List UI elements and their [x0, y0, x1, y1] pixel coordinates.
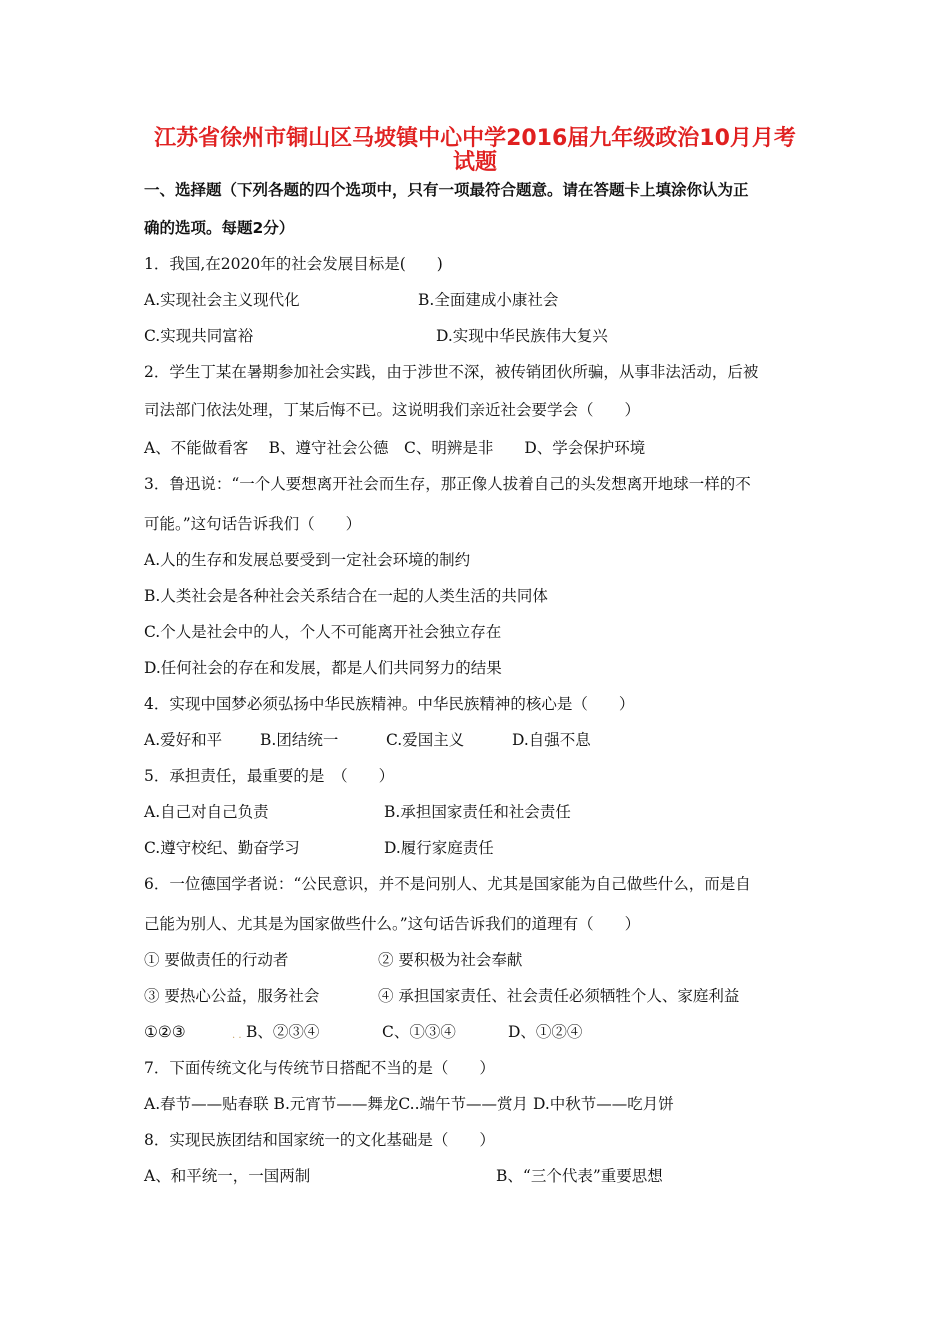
- q1-option-c: C.实现共同富裕: [144, 327, 254, 345]
- q6-statement-2: ② 要积极为社会奉献: [378, 951, 523, 969]
- q6-option-b: B、②③④: [246, 1023, 320, 1041]
- q4-option-a: A.爱好和平: [144, 731, 223, 749]
- q3-option-b: B.人类社会是各种社会关系结合在一起的人类生活的共同体: [144, 587, 548, 605]
- q8-stem: 8．实现民族团结和国家统一的文化基础是（ ）: [144, 1131, 495, 1149]
- q4-stem: 4．实现中国梦必须弘扬中华民族精神。中华民族精神的核心是（ ）: [144, 695, 635, 713]
- q6-stem-line-1: 6．一位德国学者说：“公民意识，并不是问别人、尤其是国家能为自己做些什么，而是自: [144, 875, 751, 893]
- q6-option-a: ①②③: [144, 1023, 186, 1041]
- q6-option-d: D、①②④: [508, 1023, 583, 1041]
- q5-option-a: A.自己对自己负责: [144, 803, 269, 821]
- title-line-2: 试题: [452, 150, 497, 175]
- q1-option-b: B.全面建成小康社会: [418, 291, 559, 309]
- q6-statement-3: ③ 要热心公益，服务社会: [144, 987, 320, 1005]
- section-heading-line-1: 一、选择题（下列各题的四个选项中，只有一项最符合题意。请在答题卡上填涂你认为正: [144, 181, 749, 199]
- q7-options: A.春节——贴春联 B.元宵节——舞龙C..端午节——赏月 D.中秋节——吃月饼: [144, 1095, 674, 1113]
- q5-stem: 5．承担责任，最重要的是 （ ）: [144, 767, 395, 785]
- q6-stem-line-2: 己能为别人、尤其是为国家做些什么。”这句话告诉我们的道理有（ ）: [144, 915, 641, 933]
- q5-option-c: C.遵守校纪、勤奋学习: [144, 839, 300, 857]
- q4-option-d: D.自强不息: [512, 731, 591, 749]
- title-line-1: 江苏省徐州市铜山区马坡镇中心中学2016届九年级政治10月月考: [154, 126, 796, 151]
- q2-stem-line-2: 司法部门依法处理，丁某后悔不已。这说明我们亲近社会要学会（ ）: [144, 401, 641, 419]
- q4-option-c: C.爱国主义: [386, 731, 465, 749]
- q6-option-c: C、①③④: [382, 1023, 456, 1041]
- q8-option-b: B、“三个代表”重要思想: [496, 1167, 663, 1185]
- q1-option-d: D.实现中华民族伟大复兴: [436, 327, 608, 345]
- q3-option-c: C.个人是社会中的人，个人不可能离开社会独立存在: [144, 623, 502, 641]
- q1-option-a: A.实现社会主义现代化: [144, 291, 300, 309]
- q2-stem-line-1: 2．学生丁某在暑期参加社会实践，由于涉世不深，被传销团伙所骗，从事非法活动，后被: [144, 363, 759, 381]
- q3-stem-line-1: 3．鲁迅说：“一个人要想离开社会而生存，那正像人拔着自己的头发想离开地球一样的不: [144, 475, 751, 493]
- q3-option-a: A.人的生存和发展总要受到一定社会环境的制约: [144, 551, 471, 569]
- q7-stem: 7．下面传统文化与传统节日搭配不当的是（ ）: [144, 1059, 495, 1077]
- q5-option-d: D.履行家庭责任: [384, 839, 494, 857]
- q6-statement-4: ④ 承担国家责任、社会责任必须牺牲个人、家庭利益: [378, 987, 740, 1005]
- q1-stem: 1．我国,在2020年的社会发展目标是( ): [144, 255, 443, 273]
- q3-stem-line-2: 可能。”这句话告诉我们（ ）: [144, 515, 362, 533]
- q8-option-a: A、和平统一，一国两制: [144, 1167, 311, 1185]
- section-heading-line-2: 确的选项。每题2分）: [144, 219, 295, 237]
- stray-mark: . .: [232, 1030, 242, 1041]
- q2-options: A、不能做看客 B、遵守社会公德 C、明辨是非 D、学会保护环境: [144, 439, 646, 457]
- q6-statement-1: ① 要做责任的行动者: [144, 951, 289, 969]
- q3-option-d: D.任何社会的存在和发展，都是人们共同努力的结果: [144, 659, 502, 677]
- q5-option-b: B.承担国家责任和社会责任: [384, 803, 571, 821]
- q4-option-b: B.团结统一: [260, 731, 339, 749]
